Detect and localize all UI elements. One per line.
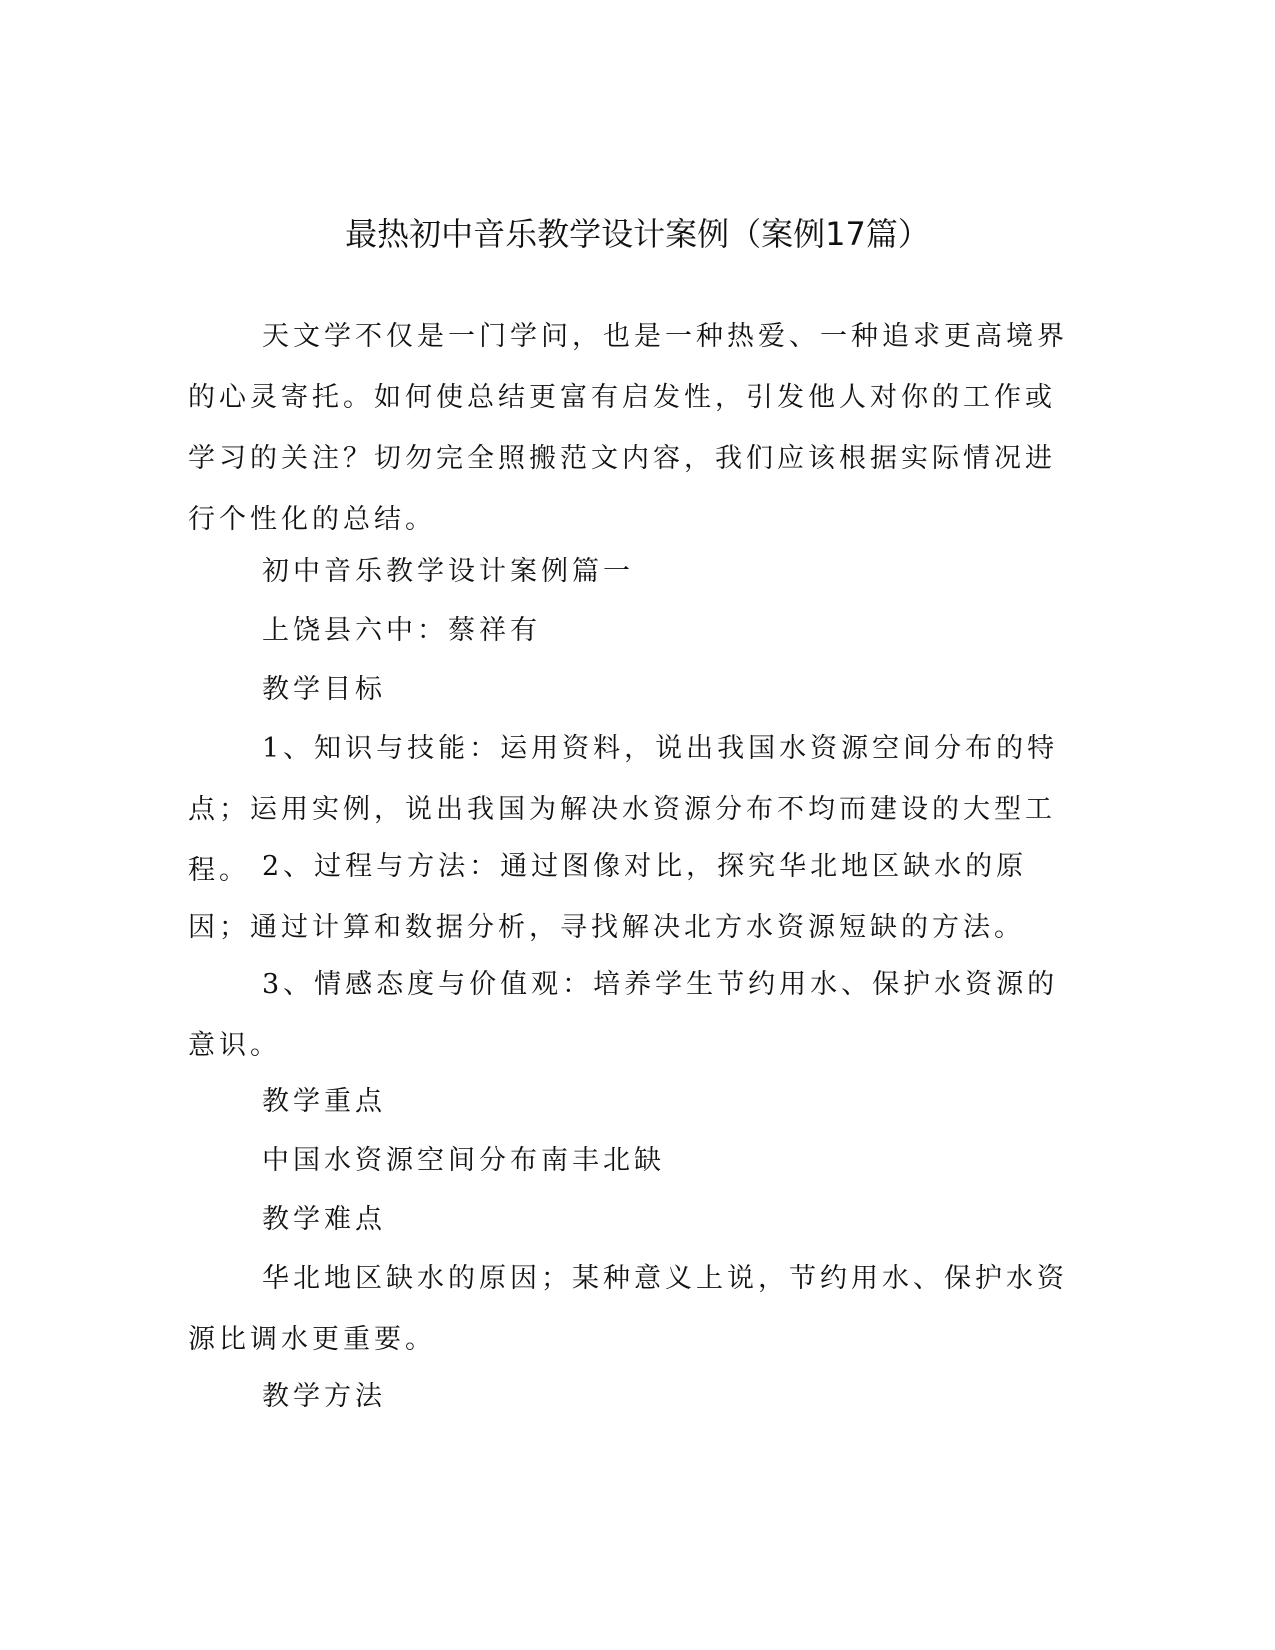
difficulties-heading: 教学难点 — [262, 1204, 386, 1235]
methods-heading: 教学方法 — [262, 1381, 386, 1412]
key-points-text: 中国水资源空间分布南丰北缺 — [262, 1145, 665, 1176]
key-points-heading: 教学重点 — [262, 1086, 386, 1117]
intro-paragraph: 天文学不仅是一门学问，也是一种热爱、一种追求更高境界的心灵寄托。如何使总结更富有启发性，引发他人对你的工作或学习的关注？切勿完全照搬范文内容，我们应该根据实际情况进行个性化的总结。 — [188, 321, 1068, 535]
objective-1-paragraph: 1、知识与技能：运用资料，说出我国水资源空间分布的特点；运用实例，说出我国为解决水资源分布不均而建设的大型工程。 — [188, 733, 1059, 886]
objective-3-paragraph: 3、情感态度与价值观：培养学生节约用水、保护水资源的意识。 — [188, 969, 1059, 1061]
author-line: 上饶县六中：蔡祥有 — [262, 615, 541, 646]
document-title: 最热初中音乐教学设计案例（案例17篇） — [345, 215, 930, 253]
objective-2-paragraph: 2、过程与方法：通过图像对比，探究华北地区缺水的原因；通过计算和数据分析，寻找解决北方水资源短缺的方法。 — [188, 851, 1028, 943]
section-heading: 初中音乐教学设计案例篇一 — [262, 556, 634, 587]
objectives-heading: 教学目标 — [262, 674, 386, 705]
difficulties-paragraph: 华北地区缺水的原因；某种意义上说，节约用水、保护水资源比调水更重要。 — [188, 1263, 1068, 1355]
